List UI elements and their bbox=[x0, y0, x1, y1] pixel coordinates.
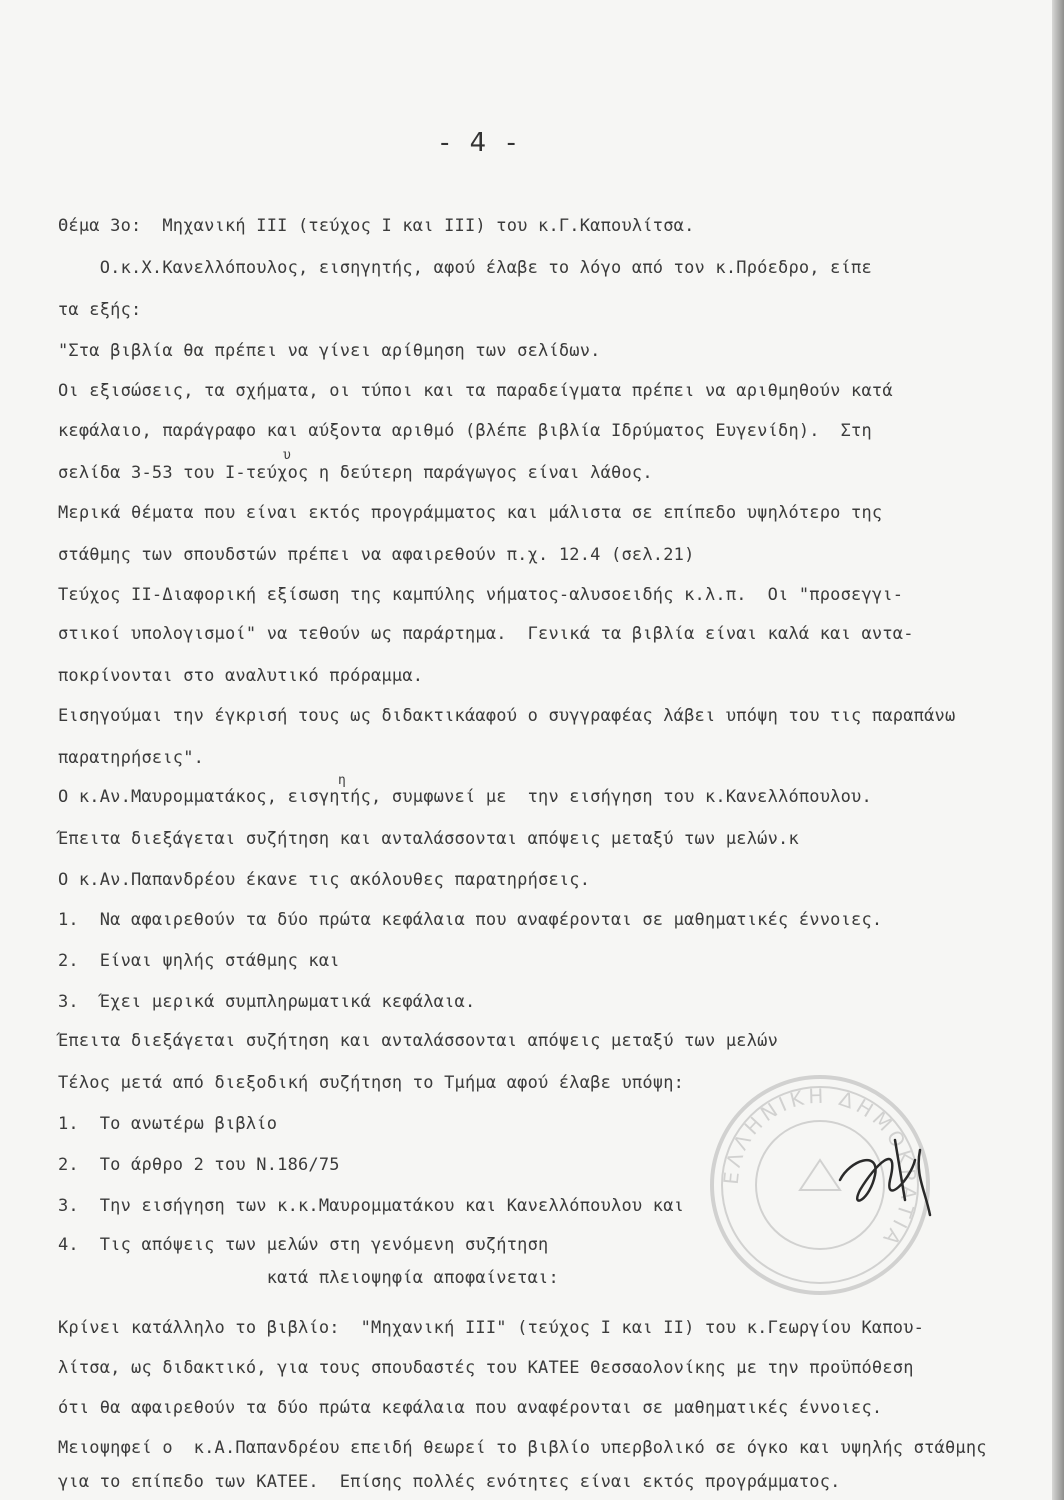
signature-icon bbox=[820, 1120, 940, 1230]
text-line: Μειοψηφεί ο κ.Α.Παπανδρέου επειδή θεωρεί το βιβλίο υπερβολικό σε όγκο και υψηλής στάθμης bbox=[58, 1438, 987, 1458]
text-line: λίτσα, ως διδακτικό, για τους σπουδαστές του ΚΑΤΕΕ Θεσσαολονίκης με την προϋπόθεση bbox=[58, 1358, 914, 1378]
heading-line: Θέμα 3ο: Μηχανική ΙΙΙ (τεύχος Ι και ΙΙΙ) του κ.Γ.Καπουλίτσα. bbox=[58, 216, 695, 236]
text-line: Κρίνει κατάλληλο το βιβλίο: "Μηχανική ΙΙΙ" (τεύχος Ι και ΙΙ) του κ.Γεωργίου Καπου- bbox=[58, 1318, 925, 1338]
page-edge bbox=[1052, 0, 1064, 1500]
page-number: - 4 - bbox=[440, 128, 522, 158]
text-line: σελίδα 3-53 του Ι-τεύχος η δεύτερη παράγωγος είναι λάθος. bbox=[58, 463, 653, 483]
text-line: κεφάλαιο, παράγραφο και αύξοντα αριθμό (βλέπε βιβλία Ιδρύματος Ευγενίδη). Στη bbox=[58, 421, 872, 441]
text-line: Εισηγούμαι την έγκρισή τους ως διδακτικάαφού ο συγγραφέας λάβει υπόψη του τις παραπάνω bbox=[58, 706, 956, 726]
text-line: Ο κ.Αν.Παπανδρέου έκανε τις ακόλουθες παρατηρήσεις. bbox=[58, 870, 591, 890]
text-line: "Στα βιβλία θα πρέπει να γίνει αρίθμηση των σελίδων. bbox=[58, 341, 601, 361]
text-line: Έπειτα διεξάγεται συζήτηση και ανταλάσσονται απόψεις μεταξύ των μελών.κ bbox=[58, 829, 799, 849]
decision-heading: κατά πλειοψηφία αποφαίνεται: bbox=[58, 1268, 559, 1288]
text-line: Ο κ.Αν.Μαυρομματάκος, εισγητής, συμφωνεί με την εισήγηση του κ.Κανελλόπουλου. bbox=[58, 787, 872, 807]
list-item: 3. Την εισήγηση των κ.κ.Μαυρομματάκου και Κανελλόπουλου και bbox=[58, 1196, 685, 1216]
list-item: 2. Το άρθρο 2 του Ν.186/75 bbox=[58, 1155, 340, 1175]
handwritten-mark: η bbox=[338, 773, 347, 788]
text-line: Ο.κ.Χ.Κανελλόπουλος, εισηγητής, αφού έλαβε το λόγο από τον κ.Πρόεδρο, είπε bbox=[58, 258, 872, 278]
text-line: παρατηρήσεις". bbox=[58, 748, 205, 768]
text-line: στάθμης των σπουδστών πρέπει να αφαιρεθούν π.χ. 12.4 (σελ.21) bbox=[58, 545, 695, 565]
text-line: στικοί υπολογισμοί" να τεθούν ως παράρτημα. Γενικά τα βιβλία είναι καλά και αντα- bbox=[58, 624, 914, 644]
list-item: 1. Να αφαιρεθούν τα δύο πρώτα κεφάλαια που αναφέρονται σε μαθηματικές έννοιες. bbox=[58, 910, 883, 930]
text-line: ποκρίνονται στο αναλυτικό πρόραμμα. bbox=[58, 666, 424, 686]
handwritten-mark: υ bbox=[283, 448, 292, 463]
text-line: για το επίπεδο των ΚΑΤΕΕ. Επίσης πολλές ενότητες είναι εκτός προγράμματος. bbox=[58, 1472, 841, 1492]
list-item: 2. Είναι ψηλής στάθμης και bbox=[58, 951, 340, 971]
text-line: Μερικά θέματα που είναι εκτός προγράμματος και μάλιστα σε επίπεδο υψηλότερο της bbox=[58, 503, 883, 523]
text-line: ότι θα αφαιρεθούν τα δύο πρώτα κεφάλαια που αναφέρονται σε μαθηματικές έννοιες. bbox=[58, 1398, 883, 1418]
list-item: 4. Τις απόψεις των μελών στη γενόμενη συζήτηση bbox=[58, 1235, 549, 1255]
text-line: Τεύχος ΙΙ-Διαφορική εξίσωση της καμπύλης νήματος-αλυσοειδής κ.λ.π. Οι "προσεγγι- bbox=[58, 585, 904, 605]
text-line: Έπειτα διεξάγεται συζήτηση και ανταλάσσονται απόψεις μεταξύ των μελών bbox=[58, 1031, 779, 1051]
svg-text:ΕΛΛΗΝΙΚΗ ΔΗΜΟΚΡΑΤΙΑ: ΕΛΛΗΝΙΚΗ ΔΗΜΟΚΡΑΤΙΑ bbox=[718, 1083, 922, 1253]
list-item: 3. Έχει μερικά συμπληρωματικά κεφάλαια. bbox=[58, 992, 476, 1012]
text-line: Οι εξισώσεις, τα σχήματα, οι τύποι και τα παραδείγματα πρέπει να αριθμηθούν κατά bbox=[58, 381, 893, 401]
text-line: τα εξής: bbox=[58, 300, 142, 320]
list-item: 1. Το ανωτέρω βιβλίο bbox=[58, 1114, 278, 1134]
text-line: Τέλος μετά από διεξοδική συζήτηση το Τμήμα αφού έλαβε υπόψη: bbox=[58, 1073, 685, 1093]
